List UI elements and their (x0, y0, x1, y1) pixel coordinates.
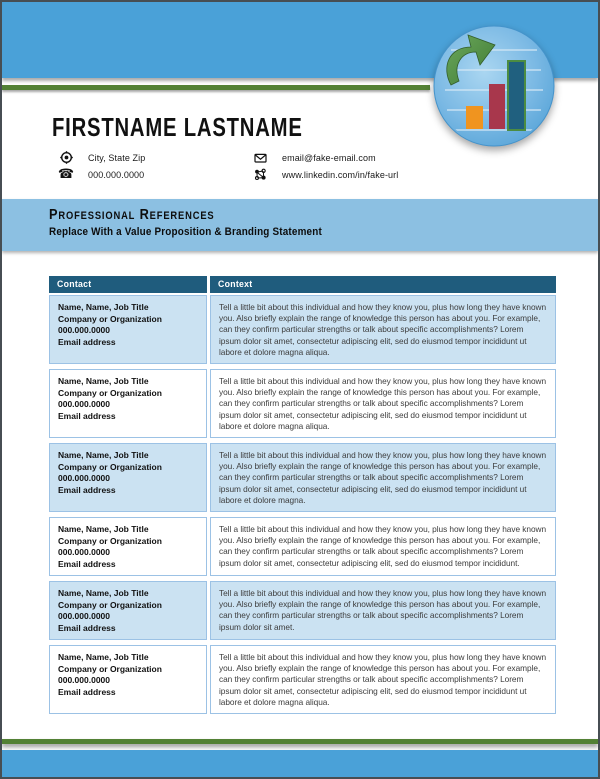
green-accent-line (2, 85, 430, 90)
contact-line: 000.000.0000 (58, 473, 110, 484)
contact-cell (49, 645, 207, 714)
contact-line: Email address (58, 336, 116, 347)
table-row (49, 443, 556, 512)
context-cell (210, 581, 556, 640)
contact-line: 000.000.0000 (58, 675, 110, 686)
table-header-row (49, 276, 556, 293)
contact-line: Name, Name, Job Title (58, 302, 149, 312)
contact-cell (49, 517, 207, 576)
table-body (49, 295, 556, 714)
contact-line: 000.000.0000 (58, 611, 110, 622)
contact-line: 000.000.0000 (58, 547, 110, 558)
table-row (49, 581, 556, 640)
contact-cell (49, 369, 207, 438)
context-text: Tell a little bit about this individual and how they know you, plus how long they have known you. Also briefly explain the range of knowledge this person has about you. For example, can they confirm particular strengths or talk about specific accomplishments? Lorem ipsum dolor sit amet, consectetur adipiscing elit, sed do eiusmod tempor incididunt. (219, 524, 547, 568)
context-text: Tell a little bit about this individual and how they know you, plus how long they have known you. Also briefly explain the range of knowledge this person has about you. For example, can they confirm particular strengths or talk about specific accomplishments? Lorem ipsum dolor sit amet. (219, 588, 547, 632)
context-cell (210, 295, 556, 364)
linkedin-text: www.linkedin.com/in/fake-url (282, 169, 399, 180)
contact-line: Company or Organization (58, 387, 162, 398)
table-row (49, 295, 556, 364)
contact-line: Company or Organization (58, 663, 162, 674)
section-subtitle: Replace With a Value Proposition & Branding Statement (49, 226, 322, 238)
contact-line: Company or Organization (58, 313, 162, 324)
contact-line: Name, Name, Job Title (58, 376, 149, 387)
contact-line: 000.000.0000 (58, 325, 110, 335)
context-text: Tell a little bit about this individual and how they know you, plus how long they have known you. Also briefly explain the range of knowledge this person has about you. For example, can they confirm particular strengths or talk about specific accomplishments? Lorem ipsum dolor sit amet, consectetur adipiscing elit, sed do eiusmod tempor incididunt ut labore et dolore magna aliqua. (219, 302, 547, 357)
contact-line: Company or Organization (58, 535, 162, 546)
references-table (49, 276, 556, 714)
context-cell (210, 369, 556, 438)
growth-chart-logo-icon (433, 25, 555, 147)
email-icon (253, 151, 267, 164)
contact-phone (59, 168, 144, 181)
column-header-context: Context (210, 276, 556, 293)
phone-icon: ☎ (57, 167, 75, 182)
context-text: Tell a little bit about this individual and how they know you, plus how long they have known you. Also briefly explain the range of knowledge this person has about you. For example, can they confirm particular strengths or talk about specific accomplishments? Lorem ipsum dolor sit amet, consectetur adipiscing elit, sed do eiusmod tempor incididunt ut labore et dolore magna. (219, 450, 547, 505)
context-cell (210, 443, 556, 512)
contact-line: Name, Name, Job Title (58, 450, 149, 461)
location-icon (59, 151, 73, 164)
column-header-contact: Contact (49, 276, 207, 293)
table-row (49, 645, 556, 714)
contact-line: Email address (58, 686, 116, 697)
table-row (49, 517, 556, 576)
contact-line: Email address (58, 558, 116, 569)
contact-line: Company or Organization (58, 599, 162, 610)
page-title: FIRSTNAME LASTNAME (52, 112, 303, 142)
contact-line: Email address (58, 622, 116, 633)
section-title: Professional References (49, 206, 215, 223)
contact-line: Email address (58, 484, 116, 495)
location-text: City, State Zip (88, 152, 146, 163)
contact-cell (49, 443, 207, 512)
context-cell (210, 645, 556, 714)
contact-line: Name, Name, Job Title (58, 588, 149, 599)
contact-line: 000.000.0000 (58, 399, 110, 410)
contact-line: Name, Name, Job Title (58, 524, 149, 535)
contact-email (253, 151, 376, 164)
contact-cell (49, 295, 207, 364)
context-cell (210, 517, 556, 576)
context-text: Tell a little bit about this individual and how they know you, plus how long they have known you. Also briefly explain the range of knowledge this person has about you. For example, can they confirm particular strengths or talk about specific accomplishments? Lorem ipsum dolor sit amet, consectetur adipiscing elit, sed do eiusmod tempor incididunt ut labore et dolore magna aliqua. (219, 652, 547, 707)
table-row (49, 369, 556, 438)
bottom-banner-band (2, 750, 598, 777)
contact-line: Company or Organization (58, 461, 162, 472)
contact-line: Name, Name, Job Title (58, 652, 149, 663)
contact-line: Email address (58, 410, 116, 421)
email-text: email@fake-email.com (282, 152, 376, 163)
network-icon (253, 168, 267, 181)
context-text: Tell a little bit about this individual and how they know you, plus how long they have known you. Also briefly explain the range of knowledge this person has about you. For example, can they confirm particular strengths or talk about specific accomplishments? Lorem ipsum dolor sit amet, consectetur adipiscing elit, sed do eiusmod tempor incididunt ut labore et dolore magna aliqua. (219, 376, 547, 431)
bottom-green-bar (2, 739, 598, 744)
contact-location (59, 151, 145, 164)
contact-linkedin (253, 168, 398, 181)
phone-text: 000.000.0000 (88, 169, 145, 180)
contact-cell (49, 581, 207, 640)
section-banner (2, 199, 598, 251)
